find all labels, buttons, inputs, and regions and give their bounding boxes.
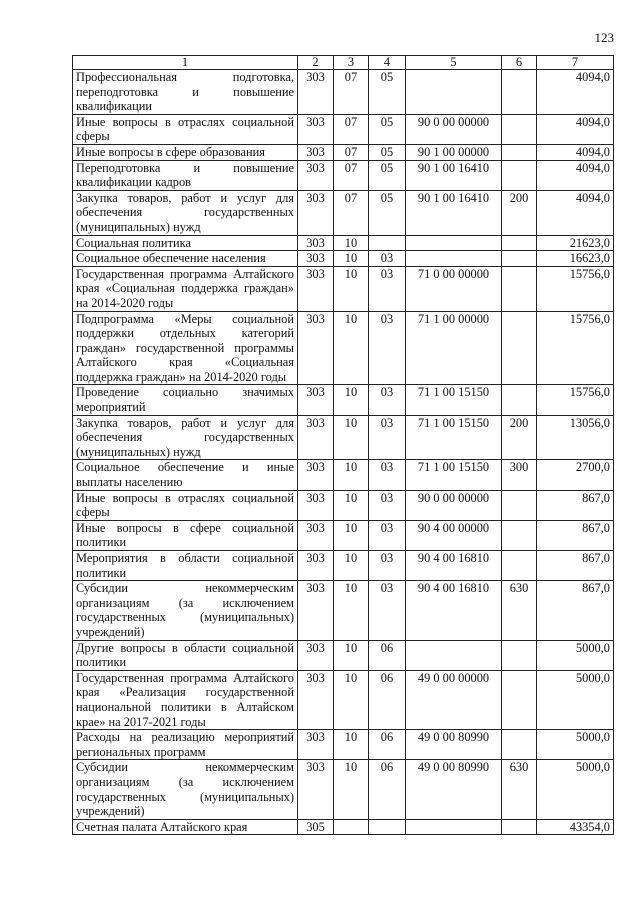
item-name-cell: Государственная программа Алтайского края «Реализация государственной национальной политики в Алтайском крае» на 2017-2021 годы <box>73 670 298 729</box>
table-row <box>73 760 614 819</box>
amount-cell: 4094,0 <box>537 190 614 235</box>
section-code-cell: 10 <box>334 460 369 490</box>
amount-cell: 5000,0 <box>537 760 614 819</box>
ministry-code-cell: 303 <box>298 760 334 819</box>
table-row <box>73 640 614 670</box>
amount-cell: 5000,0 <box>537 670 614 729</box>
header-col-6: 6 <box>502 56 537 70</box>
ministry-code-cell: 303 <box>298 551 334 581</box>
section-code-cell: 10 <box>334 520 369 550</box>
subsection-code-cell: 03 <box>369 311 406 385</box>
expense-type-cell <box>502 640 537 670</box>
item-name-cell: Субсидии некоммерческим организациям (за исключением государственных (муниципальных) учреждений) <box>73 760 298 819</box>
ministry-code-cell: 303 <box>298 114 334 144</box>
item-name-cell: Подпрограмма «Меры социальной поддержки отдельных категорий граждан» государственной программы Алтайского края «Социальная поддержка граждан» на 2014-2020 годы <box>73 311 298 385</box>
amount-cell: 5000,0 <box>537 730 614 760</box>
amount-cell: 4094,0 <box>537 160 614 190</box>
expense-type-cell <box>502 266 537 311</box>
header-col-3: 3 <box>334 56 369 70</box>
section-code-cell: 10 <box>334 311 369 385</box>
target-article-cell: 71 1 00 15150 <box>406 460 502 490</box>
subsection-code-cell: 06 <box>369 760 406 819</box>
expense-type-cell <box>502 235 537 251</box>
item-name-cell: Переподготовка и повышение квалификации кадров <box>73 160 298 190</box>
section-code-cell: 10 <box>334 251 369 267</box>
amount-cell: 21623,0 <box>537 235 614 251</box>
table-row <box>73 581 614 640</box>
subsection-code-cell: 05 <box>369 190 406 235</box>
ministry-code-cell: 303 <box>298 490 334 520</box>
amount-cell: 867,0 <box>537 520 614 550</box>
section-code-cell: 07 <box>334 144 369 160</box>
item-name-cell: Закупка товаров, работ и услуг для обеспечения государственных (муниципальных) нужд <box>73 415 298 460</box>
item-name-cell: Проведение социально значимых мероприятий <box>73 385 298 415</box>
subsection-code-cell: 03 <box>369 581 406 640</box>
expense-type-cell <box>502 114 537 144</box>
item-name-cell: Социальное обеспечение населения <box>73 251 298 267</box>
target-article-cell: 90 1 00 16410 <box>406 190 502 235</box>
table-row <box>73 70 614 115</box>
table-row <box>73 235 614 251</box>
subsection-code-cell <box>369 819 406 835</box>
subsection-code-cell: 03 <box>369 251 406 267</box>
amount-cell: 867,0 <box>537 490 614 520</box>
target-article-cell <box>406 235 502 251</box>
target-article-cell: 71 1 00 15150 <box>406 385 502 415</box>
amount-cell: 43354,0 <box>537 819 614 835</box>
ministry-code-cell: 303 <box>298 460 334 490</box>
amount-cell: 16623,0 <box>537 251 614 267</box>
table-row <box>73 670 614 729</box>
header-col-2: 2 <box>298 56 334 70</box>
section-code-cell: 10 <box>334 730 369 760</box>
table-row <box>73 190 614 235</box>
amount-cell: 4094,0 <box>537 114 614 144</box>
expense-type-cell: 200 <box>502 415 537 460</box>
ministry-code-cell: 305 <box>298 819 334 835</box>
amount-cell: 867,0 <box>537 581 614 640</box>
item-name-cell: Закупка товаров, работ и услуг для обеспечения государственных (муниципальных) нужд <box>73 190 298 235</box>
section-code-cell: 10 <box>334 490 369 520</box>
section-code-cell: 10 <box>334 640 369 670</box>
subsection-code-cell: 06 <box>369 730 406 760</box>
table-row <box>73 266 614 311</box>
ministry-code-cell: 303 <box>298 235 334 251</box>
amount-cell: 15756,0 <box>537 311 614 385</box>
amount-cell: 13056,0 <box>537 415 614 460</box>
subsection-code-cell <box>369 235 406 251</box>
amount-cell: 2700,0 <box>537 460 614 490</box>
expense-type-cell <box>502 520 537 550</box>
subsection-code-cell: 03 <box>369 490 406 520</box>
target-article-cell: 71 0 00 00000 <box>406 266 502 311</box>
expense-type-cell <box>502 311 537 385</box>
subsection-code-cell: 06 <box>369 670 406 729</box>
header-col-4: 4 <box>369 56 406 70</box>
subsection-code-cell: 03 <box>369 385 406 415</box>
expense-type-cell <box>502 670 537 729</box>
ministry-code-cell: 303 <box>298 160 334 190</box>
subsection-code-cell: 05 <box>369 144 406 160</box>
ministry-code-cell: 303 <box>298 144 334 160</box>
budget-table <box>72 55 614 835</box>
expense-type-cell <box>502 160 537 190</box>
section-code-cell: 10 <box>334 266 369 311</box>
table-row <box>73 114 614 144</box>
target-article-cell: 90 4 00 16810 <box>406 551 502 581</box>
subsection-code-cell: 03 <box>369 520 406 550</box>
subsection-code-cell: 03 <box>369 415 406 460</box>
ministry-code-cell: 303 <box>298 415 334 460</box>
target-article-cell: 49 0 00 80990 <box>406 730 502 760</box>
header-col-7: 7 <box>537 56 614 70</box>
item-name-cell: Социальное обеспечение и иные выплаты населению <box>73 460 298 490</box>
table-row <box>73 144 614 160</box>
target-article-cell: 49 0 00 80990 <box>406 760 502 819</box>
section-code-cell: 07 <box>334 70 369 115</box>
table-row <box>73 415 614 460</box>
target-article-cell <box>406 251 502 267</box>
item-name-cell: Счетная палата Алтайского края <box>73 819 298 835</box>
item-name-cell: Расходы на реализацию мероприятий региональных программ <box>73 730 298 760</box>
ministry-code-cell: 303 <box>298 581 334 640</box>
item-name-cell: Другие вопросы в области социальной политики <box>73 640 298 670</box>
section-code-cell: 10 <box>334 581 369 640</box>
target-article-cell <box>406 819 502 835</box>
table-row <box>73 251 614 267</box>
subsection-code-cell: 03 <box>369 460 406 490</box>
item-name-cell: Иные вопросы в отраслях социальной сферы <box>73 490 298 520</box>
expense-type-cell: 300 <box>502 460 537 490</box>
expense-type-cell <box>502 819 537 835</box>
expense-type-cell: 200 <box>502 190 537 235</box>
target-article-cell: 90 0 00 00000 <box>406 114 502 144</box>
table-row <box>73 160 614 190</box>
section-code-cell: 10 <box>334 760 369 819</box>
item-name-cell: Профессиональная подготовка, переподготовка и повышение квалификации <box>73 70 298 115</box>
table-row <box>73 385 614 415</box>
item-name-cell: Иные вопросы в отраслях социальной сферы <box>73 114 298 144</box>
section-code-cell: 10 <box>334 551 369 581</box>
expense-type-cell <box>502 551 537 581</box>
target-article-cell: 90 4 00 16810 <box>406 581 502 640</box>
ministry-code-cell: 303 <box>298 520 334 550</box>
ministry-code-cell: 303 <box>298 190 334 235</box>
ministry-code-cell: 303 <box>298 70 334 115</box>
subsection-code-cell: 03 <box>369 551 406 581</box>
item-name-cell: Иные вопросы в сфере образования <box>73 144 298 160</box>
subsection-code-cell: 05 <box>369 70 406 115</box>
amount-cell: 4094,0 <box>537 70 614 115</box>
ministry-code-cell: 303 <box>298 266 334 311</box>
expense-type-cell <box>502 730 537 760</box>
header-row <box>73 56 614 70</box>
table-row <box>73 311 614 385</box>
header-col-5: 5 <box>406 56 502 70</box>
expense-type-cell <box>502 385 537 415</box>
section-code-cell: 10 <box>334 385 369 415</box>
ministry-code-cell: 303 <box>298 730 334 760</box>
section-code-cell: 07 <box>334 114 369 144</box>
section-code-cell: 07 <box>334 190 369 235</box>
item-name-cell: Иные вопросы в сфере социальной политики <box>73 520 298 550</box>
section-code-cell: 10 <box>334 235 369 251</box>
target-article-cell <box>406 640 502 670</box>
target-article-cell: 90 1 00 00000 <box>406 144 502 160</box>
ministry-code-cell: 303 <box>298 385 334 415</box>
target-article-cell: 90 0 00 00000 <box>406 490 502 520</box>
target-article-cell: 71 1 00 15150 <box>406 415 502 460</box>
amount-cell: 867,0 <box>537 551 614 581</box>
target-article-cell: 71 1 00 00000 <box>406 311 502 385</box>
item-name-cell: Мероприятия в области социальной политики <box>73 551 298 581</box>
target-article-cell: 90 4 00 00000 <box>406 520 502 550</box>
header-col-1: 1 <box>73 56 298 70</box>
amount-cell: 5000,0 <box>537 640 614 670</box>
ministry-code-cell: 303 <box>298 251 334 267</box>
table-row <box>73 819 614 835</box>
section-code-cell <box>334 819 369 835</box>
section-code-cell: 10 <box>334 670 369 729</box>
expense-type-cell <box>502 490 537 520</box>
ministry-code-cell: 303 <box>298 670 334 729</box>
subsection-code-cell: 05 <box>369 160 406 190</box>
item-name-cell: Социальная политика <box>73 235 298 251</box>
ministry-code-cell: 303 <box>298 640 334 670</box>
amount-cell: 4094,0 <box>537 144 614 160</box>
page-number: 123 <box>594 30 614 45</box>
expense-type-cell <box>502 144 537 160</box>
table-body <box>73 70 614 835</box>
section-code-cell: 07 <box>334 160 369 190</box>
target-article-cell <box>406 70 502 115</box>
table-row <box>73 551 614 581</box>
subsection-code-cell: 03 <box>369 266 406 311</box>
item-name-cell: Государственная программа Алтайского края «Социальная поддержка граждан» на 2014-2020 годы <box>73 266 298 311</box>
amount-cell: 15756,0 <box>537 266 614 311</box>
table-row <box>73 460 614 490</box>
table-header <box>73 56 614 70</box>
target-article-cell: 49 0 00 00000 <box>406 670 502 729</box>
target-article-cell: 90 1 00 16410 <box>406 160 502 190</box>
ministry-code-cell: 303 <box>298 311 334 385</box>
section-code-cell: 10 <box>334 415 369 460</box>
subsection-code-cell: 06 <box>369 640 406 670</box>
table-row <box>73 730 614 760</box>
subsection-code-cell: 05 <box>369 114 406 144</box>
table-row <box>73 490 614 520</box>
amount-cell: 15756,0 <box>537 385 614 415</box>
table-row <box>73 520 614 550</box>
expense-type-cell: 630 <box>502 581 537 640</box>
expense-type-cell <box>502 70 537 115</box>
expense-type-cell: 630 <box>502 760 537 819</box>
expense-type-cell <box>502 251 537 267</box>
item-name-cell: Субсидии некоммерческим организациям (за исключением государственных (муниципальных) учреждений) <box>73 581 298 640</box>
